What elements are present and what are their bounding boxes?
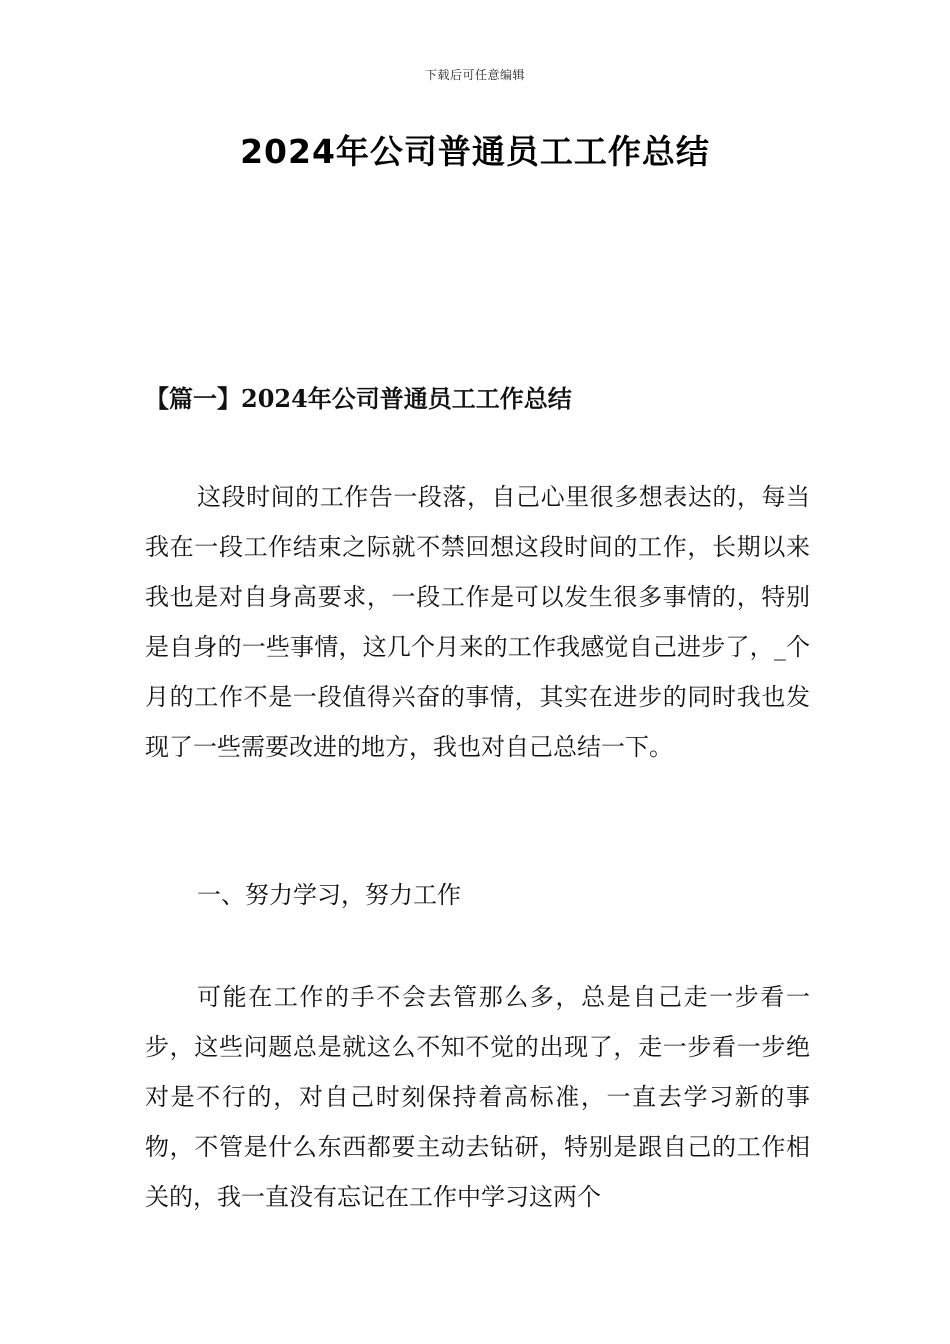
body-paragraph-1: 这段时间的工作告一段落，自己心里很多想表达的，每当我在一段工作结束之际就不禁回想这段时间的工作，长期以来我也是对自身高要求，一段工作是可以发生很多事情的，特别是自身的一些事情，这几个月来的工作我感觉自己进步了，_个月的工作不是一段值得兴奋的事情，其实在进步的同时我也发现了一些需要改进的地方，我也对自己总结一下。 — [145, 483, 810, 761]
body-paragraph-2: 可能在工作的手不会去管那么多，总是自己走一步看一步，这些问题总是就这么不知不觉的出现了，走一步看一步绝对是不行的，对自己时刻保持着高标准，一直去学习新的事物，不管是什么东西都要主动去钻研，特别是跟自己的工作相关的，我一直没有忘记在工作中学习这两个 — [145, 983, 810, 1211]
document-title: 2024年公司普通员工工作总结 — [240, 132, 710, 171]
header-note: 下载后可任意编辑 — [424, 68, 525, 82]
subheading-effort: 一、努力学习，努力工作 — [197, 881, 461, 909]
section-heading: 【篇一】2024年公司普通员工工作总结 — [145, 384, 572, 413]
